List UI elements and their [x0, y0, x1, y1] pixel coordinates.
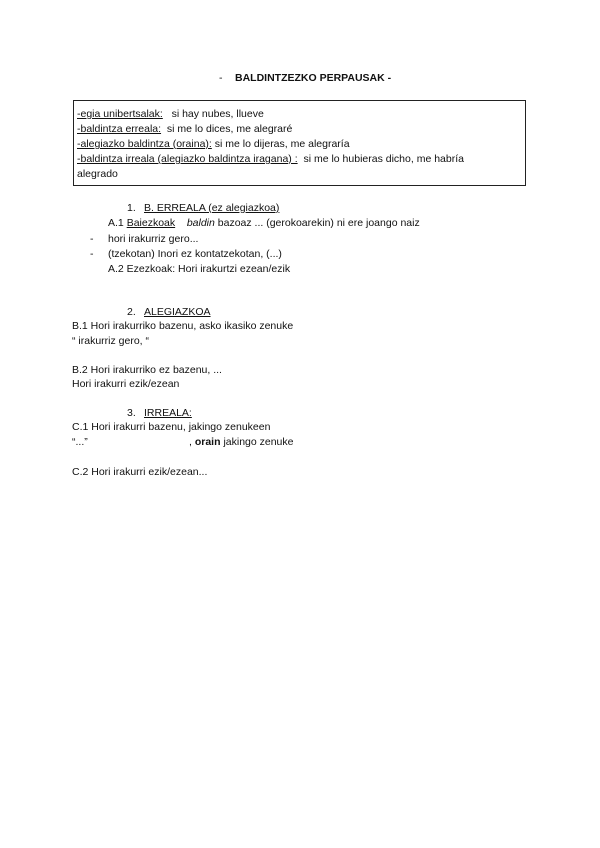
a1-prefix: A.1	[108, 217, 124, 229]
section-3-c1-sub-right	[189, 436, 294, 449]
section-2-b2: B.2 Hori irakurriko ez bazenu, ...	[72, 364, 222, 376]
section-2-number: 2.	[127, 306, 136, 318]
section-3-c1-sub-left: “...”	[72, 436, 88, 448]
bullet-text: (tzekotan) Inori ez kontatzekotan, (...)	[108, 248, 282, 260]
definition-label: -egia unibertsalak:	[77, 108, 163, 120]
section-1-a2: A.2 Ezezkoak: Hori irakurtzi ezean/ezik	[108, 263, 291, 275]
definition-label: -alegiazko baldintza (oraina):	[77, 138, 212, 150]
c1-comma: ,	[189, 436, 192, 448]
bullet-dash: -	[90, 248, 94, 260]
section-2-b2-sub: Hori irakurri ezik/ezean	[72, 378, 180, 390]
section-3-number: 3.	[127, 407, 136, 419]
definition-text: si me lo dijeras, me alegraría	[214, 138, 350, 150]
definition-line-4	[77, 153, 464, 166]
definition-label: -baldintza erreala:	[77, 123, 162, 135]
a1-italic: baldin	[186, 217, 215, 229]
c1-bold: orain	[194, 436, 221, 448]
section-3-heading: IRREALA:	[144, 407, 192, 419]
section-2-heading: ALEGIAZKOA	[144, 306, 211, 318]
definition-text: si me lo hubieras dicho, me habría	[303, 153, 464, 165]
definition-text: si hay nubes, llueve	[171, 108, 264, 120]
bullet-text: hori irakurriz gero...	[108, 233, 199, 245]
section-1-heading: B. ERREALA (ez alegiazkoa)	[144, 202, 280, 214]
title-dash: -	[219, 72, 223, 84]
a1-rest: bazoaz ... (gerokoarekin) ni ere joango naiz	[217, 217, 420, 229]
a1-word: Baiezkoak	[126, 217, 176, 229]
definition-text: alegrado	[77, 168, 118, 180]
definition-text: si me lo dices, me alegraré	[166, 123, 293, 135]
section-1-number: 1.	[127, 202, 136, 214]
section-3-c2: C.2 Hori irakurri ezik/ezean...	[72, 466, 208, 478]
section-1-a1	[108, 217, 420, 230]
definition-line-5	[77, 168, 118, 181]
page-title: BALDINTZEZKO PERPAUSAK -	[235, 72, 392, 84]
section-2-b1: B.1 Hori irakurriko bazenu, asko ikasiko zenuke	[72, 320, 294, 332]
definition-line-3	[77, 138, 350, 151]
bullet-dash: -	[90, 233, 94, 245]
section-2-b1-sub: “ irakurriz gero, “	[72, 335, 150, 347]
definition-label: -baldintza irreala (alegiazko baldintza iragana) :	[77, 153, 298, 165]
definition-line-2	[77, 123, 292, 136]
definition-line-1	[77, 108, 264, 121]
section-3-c1: C.1 Hori irakurri bazenu, jakingo zenukeen	[72, 421, 271, 433]
c1-rest: jakingo zenuke	[223, 436, 294, 448]
